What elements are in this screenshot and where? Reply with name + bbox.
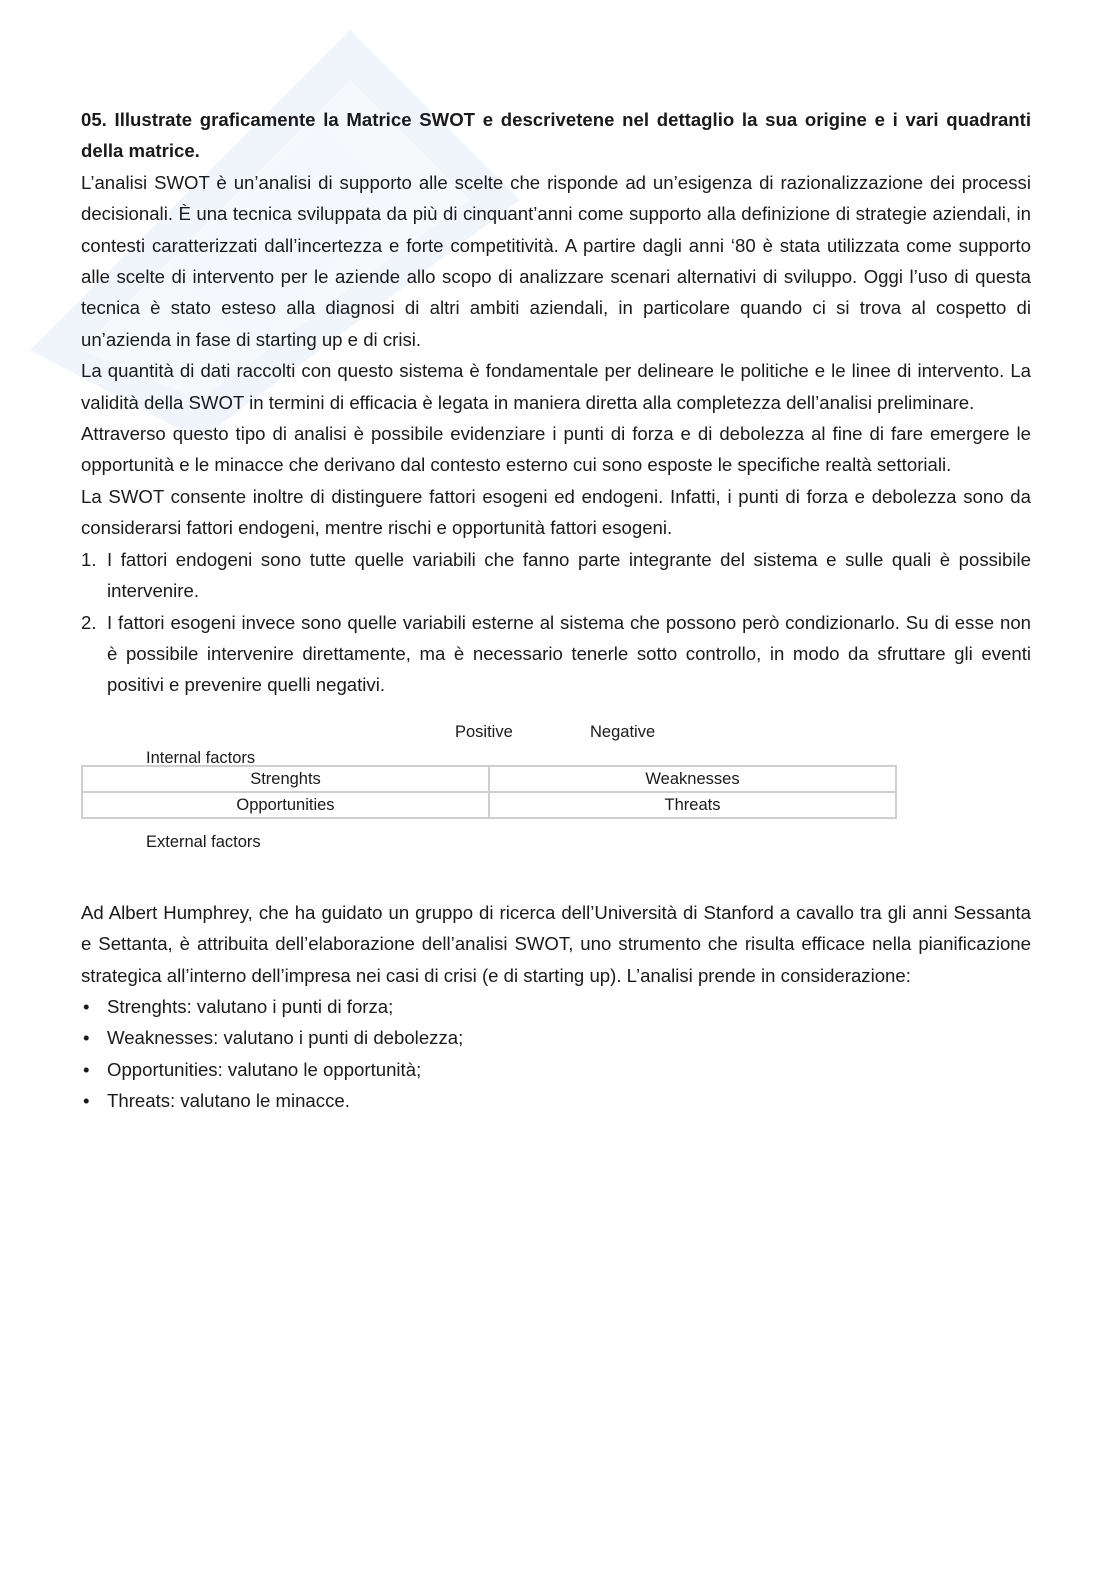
list-item-text: Strenghts: valutano i punti di forza; <box>107 995 394 1017</box>
paragraph: La quantità di dati raccolti con questo sistema è fondamentale per delineare le politiche e le linee di intervento. La validità della SWOT in termini di efficacia è legata in maniera diretta alla completezza dell’analisi preliminare. <box>81 360 1031 413</box>
list-item <box>81 607 1031 701</box>
bullet-icon: • <box>83 1058 90 1080</box>
question-heading: 05. Illustrate graficamente la Matrice SWOT e descrivetene nel dettaglio la sua origine e i vari quadranti della matrice. <box>81 109 1031 162</box>
paragraph: La SWOT consente inoltre di distinguere fattori esogeni ed endogeni. Infatti, i punti di forza e debolezza sono da considerarsi fattori endogeni, mentre rischi e opportunità fattori esogeni. <box>81 485 1031 539</box>
document-page <box>81 104 1031 1117</box>
swot-table <box>81 765 897 819</box>
table-row <box>82 766 896 792</box>
strengths-cell: Strenghts <box>82 766 489 792</box>
paragraph: Attraverso questo tipo di analisi è possibile evidenziare i punti di forza e di debolezza al fine di fare emergere le opportunità e le minacce che derivano dal contesto esterno cui sono esposte le specifiche realtà settoriali. <box>81 423 1031 476</box>
list-item <box>81 1022 1031 1053</box>
paragraph: L’analisi SWOT è un’analisi di supporto alle scelte che risponde ad un’esigenza di razionalizzazione dei processi decisionali. È una tecnica sviluppata da più di cinquant’anni come supporto alla definizione di strategie aziendali, in contesti caratterizzati dall’incertezza e forte competitività. A partire dagli anni ‘80 è stata utilizzata come supporto alle scelte di intervento per le aziende allo scopo di analizzare scenari alternativi di sviluppo. Oggi l’uso di questa tecnica è stato esteso alla diagnosi di altri ambiti aziendali, in particolare quando ci si trova al cospetto di un’azienda in fase di starting up e di crisi. <box>81 171 1031 350</box>
bullet-icon: • <box>83 1090 90 1112</box>
bullet-icon: • <box>83 995 90 1017</box>
list-item-text: Weaknesses: valutano i punti di debolezza; <box>107 1027 464 1049</box>
numbered-list <box>81 544 1031 701</box>
list-item <box>81 991 1031 1022</box>
swot-matrix <box>81 709 1031 897</box>
threats-cell: Threats <box>489 792 896 818</box>
list-item <box>81 1085 1031 1116</box>
internal-factors-label: Internal factors <box>146 748 256 767</box>
positive-header: Positive <box>455 722 513 741</box>
list-number: 1. <box>81 548 97 570</box>
weaknesses-cell: Weaknesses <box>489 766 896 792</box>
list-item-text: Opportunities: valutano le opportunità; <box>107 1058 422 1080</box>
negative-header: Negative <box>590 722 656 741</box>
opportunities-cell: Opportunities <box>82 792 489 818</box>
list-item <box>81 1054 1031 1085</box>
list-item-text: Threats: valutano le minacce. <box>107 1090 350 1112</box>
list-item-text: I fattori endogeni sono tutte quelle variabili che fanno parte integrante del sistema e sulle quali è possibile intervenire. <box>107 548 1031 602</box>
bullet-icon: • <box>83 1027 90 1049</box>
paragraph: Ad Albert Humphrey, che ha guidato un gruppo di ricerca dell’Università di Stanford a cavallo tra gli anni Sessanta e Settanta, è attribuita dell’elaborazione dell’analisi SWOT, uno strumento che risulta efficace nella pianificazione strategica all’interno dell’impresa nei casi di crisi (e di starting up). L’analisi prende in considerazione: <box>81 901 1031 986</box>
bullet-list <box>81 991 1031 1117</box>
list-item-text: I fattori esogeni invece sono quelle variabili esterne al sistema che possono però condizionarlo. Su di esse non è possibile intervenire direttamente, ma è necessario tenerle sotto controllo, in modo da sfruttare gli eventi positivi e prevenire quelli negativi. <box>107 611 1031 696</box>
list-item <box>81 544 1031 607</box>
table-row <box>82 792 896 818</box>
external-factors-label: External factors <box>146 832 261 851</box>
list-number: 2. <box>81 611 97 633</box>
